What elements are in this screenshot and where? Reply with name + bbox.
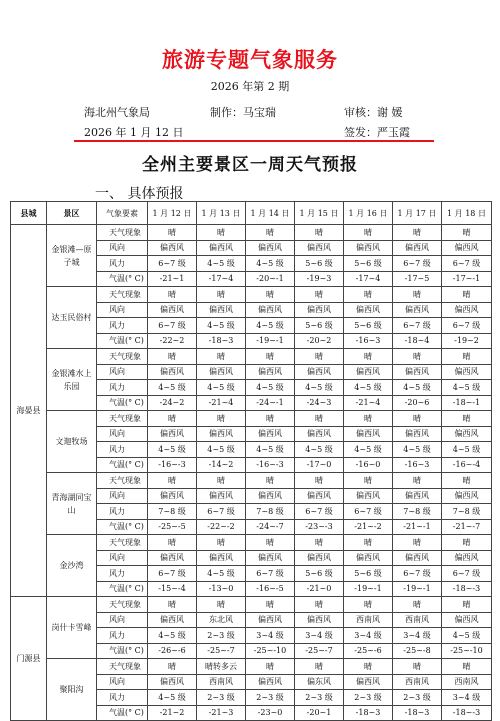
forecast-value-cell: 偏西风 bbox=[197, 240, 246, 256]
forecast-value-cell: 4~5 级 bbox=[344, 442, 393, 458]
forecast-value-cell: 4~5 级 bbox=[148, 442, 197, 458]
scenic-spot-cell: 青海湖同宝山 bbox=[47, 473, 97, 535]
forecast-value-cell: 偏西风 bbox=[344, 240, 393, 256]
forecast-value-cell: -16~-3 bbox=[246, 457, 295, 473]
section-heading: 一、 具体预报 bbox=[95, 186, 184, 202]
forecast-value-cell: 2~3 级 bbox=[295, 690, 344, 706]
editor-credit: 制作：马宝瑞 bbox=[210, 106, 276, 119]
forecast-value-cell: 偏西风 bbox=[393, 302, 442, 318]
forecast-value-cell: 3~4 级 bbox=[442, 690, 492, 706]
forecast-value-cell: 4~5 级 bbox=[442, 442, 492, 458]
forecast-value-cell: 西南风 bbox=[197, 674, 246, 690]
forecast-value-cell: 5~6 级 bbox=[344, 318, 393, 334]
issue-date: 2026 年 1 月 12 日 bbox=[84, 126, 184, 139]
forecast-value-cell: 5~6 级 bbox=[295, 256, 344, 272]
signer-credit: 签发：严玉霞 bbox=[344, 126, 410, 139]
forecast-value-cell: 晴 bbox=[295, 659, 344, 675]
forecast-value-cell: 偏西风 bbox=[442, 240, 492, 256]
element-label-cell: 天气现象 bbox=[97, 597, 148, 613]
county-cell: 门源县 bbox=[11, 597, 47, 721]
forecast-value-cell: -18~3 bbox=[393, 705, 442, 721]
forecast-value-cell: 晴 bbox=[148, 287, 197, 303]
column-header: 1 月 15 日 bbox=[295, 202, 344, 225]
table-row bbox=[11, 349, 492, 365]
forecast-value-cell: -15~-4 bbox=[148, 581, 197, 597]
forecast-value-cell: 晴 bbox=[393, 473, 442, 489]
forecast-value-cell: 晴 bbox=[295, 597, 344, 613]
forecast-value-cell: 晴 bbox=[197, 411, 246, 427]
element-label-cell: 风力 bbox=[97, 318, 148, 334]
forecast-value-cell: 晴 bbox=[344, 287, 393, 303]
forecast-value-cell: -17~-1 bbox=[442, 271, 492, 287]
forecast-value-cell: 晴 bbox=[197, 597, 246, 613]
forecast-value-cell: 4~5 级 bbox=[148, 628, 197, 644]
element-label-cell: 风力 bbox=[97, 628, 148, 644]
forecast-value-cell: 4~5 级 bbox=[197, 380, 246, 396]
forecast-value-cell: 偏西风 bbox=[148, 612, 197, 628]
forecast-value-cell: 晴 bbox=[442, 411, 492, 427]
forecast-value-cell: 4~5 级 bbox=[197, 256, 246, 272]
scenic-spot-cell: 文迦牧场 bbox=[47, 411, 97, 473]
forecast-value-cell: -19~2 bbox=[442, 333, 492, 349]
forecast-value-cell: 晴 bbox=[442, 473, 492, 489]
element-label-cell: 风力 bbox=[97, 566, 148, 582]
forecast-value-cell: 5~6 级 bbox=[344, 566, 393, 582]
scenic-spot-cell: 达玉民俗村 bbox=[47, 287, 97, 349]
element-label-cell: 气温(° C) bbox=[97, 271, 148, 287]
forecast-value-cell: 偏东风 bbox=[295, 674, 344, 690]
forecast-value-cell: 3~4 级 bbox=[344, 628, 393, 644]
forecast-value-cell: -25~-6 bbox=[344, 643, 393, 659]
forecast-value-cell: 偏西风 bbox=[442, 612, 492, 628]
forecast-value-cell: 偏西风 bbox=[246, 674, 295, 690]
forecast-value-cell: 6~7 级 bbox=[197, 504, 246, 520]
forecast-value-cell: -19~-1 bbox=[344, 581, 393, 597]
forecast-value-cell: -24~3 bbox=[295, 395, 344, 411]
scenic-spot-cell: 金银滩水上乐园 bbox=[47, 349, 97, 411]
forecast-value-cell: 晴转多云 bbox=[197, 659, 246, 675]
forecast-value-cell: -24~-7 bbox=[246, 519, 295, 535]
forecast-value-cell: 4~5 级 bbox=[344, 380, 393, 396]
forecast-value-cell: 偏西风 bbox=[148, 550, 197, 566]
forecast-value-cell: 4~5 级 bbox=[393, 380, 442, 396]
forecast-value-cell: 5~6 级 bbox=[344, 256, 393, 272]
element-label-cell: 气温(° C) bbox=[97, 519, 148, 535]
table-row bbox=[11, 535, 492, 551]
forecast-value-cell: -21~1 bbox=[148, 271, 197, 287]
element-label-cell: 气温(° C) bbox=[97, 333, 148, 349]
forecast-value-cell: 2~3 级 bbox=[246, 690, 295, 706]
forecast-value-cell: 晴 bbox=[344, 225, 393, 241]
forecast-value-cell: 西南风 bbox=[344, 612, 393, 628]
forecast-value-cell: 6~7 级 bbox=[148, 256, 197, 272]
forecast-value-cell: -25~-7 bbox=[295, 643, 344, 659]
forecast-value-cell: 晴 bbox=[344, 473, 393, 489]
forecast-value-cell: -21~-2 bbox=[344, 519, 393, 535]
forecast-value-cell: 4~5 级 bbox=[246, 318, 295, 334]
forecast-value-cell: 晴 bbox=[246, 349, 295, 365]
forecast-value-cell: 偏西风 bbox=[295, 550, 344, 566]
forecast-value-cell: -18~-1 bbox=[442, 395, 492, 411]
forecast-value-cell: 偏西风 bbox=[295, 612, 344, 628]
forecast-value-cell: 偏西风 bbox=[246, 488, 295, 504]
forecast-value-cell: -23~0 bbox=[246, 705, 295, 721]
forecast-value-cell: 2~3 级 bbox=[344, 690, 393, 706]
scenic-spot-cell: 金沙湾 bbox=[47, 535, 97, 597]
forecast-value-cell: -13~0 bbox=[197, 581, 246, 597]
forecast-value-cell: 4~5 级 bbox=[246, 442, 295, 458]
forecast-value-cell: -18~3 bbox=[344, 705, 393, 721]
forecast-value-cell: 晴 bbox=[246, 473, 295, 489]
forecast-value-cell: 晴 bbox=[442, 597, 492, 613]
forecast-value-cell: 晴 bbox=[344, 349, 393, 365]
forecast-value-cell: -20~6 bbox=[393, 395, 442, 411]
reviewer-credit: 审核：谢 媛 bbox=[344, 106, 403, 119]
forecast-value-cell: 西南风 bbox=[393, 674, 442, 690]
forecast-value-cell: 偏西风 bbox=[246, 550, 295, 566]
forecast-value-cell: 6~7 级 bbox=[344, 504, 393, 520]
forecast-value-cell: -17~5 bbox=[393, 271, 442, 287]
forecast-value-cell: 偏西风 bbox=[148, 364, 197, 380]
forecast-value-cell: 偏西风 bbox=[148, 426, 197, 442]
forecast-value-cell: -25~-10 bbox=[246, 643, 295, 659]
forecast-value-cell: 偏西风 bbox=[344, 426, 393, 442]
element-label-cell: 风向 bbox=[97, 488, 148, 504]
main-title: 全州主要景区一周天气预报 bbox=[142, 155, 358, 175]
county-cell: 海晏县 bbox=[11, 225, 47, 597]
forecast-value-cell: 偏西风 bbox=[393, 364, 442, 380]
column-header: 1 月 14 日 bbox=[246, 202, 295, 225]
element-label-cell: 气温(° C) bbox=[97, 643, 148, 659]
forecast-value-cell: 偏西风 bbox=[344, 488, 393, 504]
element-label-cell: 气温(° C) bbox=[97, 581, 148, 597]
table-row bbox=[11, 597, 492, 613]
forecast-value-cell: -18~-3 bbox=[442, 581, 492, 597]
forecast-value-cell: 晴 bbox=[295, 535, 344, 551]
issue-number: 2026 年第 2 期 bbox=[210, 80, 290, 93]
forecast-value-cell: -21~0 bbox=[295, 581, 344, 597]
forecast-value-cell: -16~-5 bbox=[246, 581, 295, 597]
forecast-value-cell: 晴 bbox=[393, 659, 442, 675]
forecast-value-cell: -17~0 bbox=[295, 457, 344, 473]
forecast-value-cell: -16~3 bbox=[393, 457, 442, 473]
element-label-cell: 气温(° C) bbox=[97, 457, 148, 473]
forecast-value-cell: 5~6 级 bbox=[295, 566, 344, 582]
forecast-value-cell: -26~-6 bbox=[148, 643, 197, 659]
forecast-value-cell: -20~-1 bbox=[246, 271, 295, 287]
forecast-value-cell: 偏西风 bbox=[148, 488, 197, 504]
table-row bbox=[11, 473, 492, 489]
element-label-cell: 天气现象 bbox=[97, 473, 148, 489]
forecast-value-cell: -22~-2 bbox=[197, 519, 246, 535]
forecast-value-cell: 东北风 bbox=[197, 612, 246, 628]
forecast-value-cell: 晴 bbox=[442, 535, 492, 551]
forecast-value-cell: 晴 bbox=[295, 287, 344, 303]
forecast-value-cell: 4~5 级 bbox=[393, 442, 442, 458]
forecast-value-cell: 偏西风 bbox=[295, 426, 344, 442]
forecast-value-cell: 偏西风 bbox=[246, 426, 295, 442]
forecast-value-cell: 6~7 级 bbox=[393, 318, 442, 334]
forecast-value-cell: -23~-3 bbox=[295, 519, 344, 535]
element-label-cell: 天气现象 bbox=[97, 287, 148, 303]
forecast-value-cell: -21~2 bbox=[148, 705, 197, 721]
forecast-value-cell: 偏西风 bbox=[393, 426, 442, 442]
forecast-value-cell: 偏西风 bbox=[442, 364, 492, 380]
forecast-value-cell: 偏西风 bbox=[344, 550, 393, 566]
forecast-value-cell: 偏西风 bbox=[197, 488, 246, 504]
forecast-value-cell: -21~3 bbox=[197, 705, 246, 721]
element-label-cell: 风向 bbox=[97, 674, 148, 690]
column-header: 气象要素 bbox=[97, 202, 148, 225]
forecast-value-cell: 晴 bbox=[148, 411, 197, 427]
forecast-value-cell: -16~-4 bbox=[442, 457, 492, 473]
column-header: 1 月 13 日 bbox=[197, 202, 246, 225]
forecast-value-cell: 偏西风 bbox=[197, 302, 246, 318]
forecast-value-cell: 晴 bbox=[295, 411, 344, 427]
forecast-value-cell: 晴 bbox=[295, 349, 344, 365]
forecast-value-cell: -21~-7 bbox=[442, 519, 492, 535]
column-header: 1 月 16 日 bbox=[344, 202, 393, 225]
element-label-cell: 天气现象 bbox=[97, 659, 148, 675]
forecast-value-cell: 偏西风 bbox=[148, 302, 197, 318]
header-divider bbox=[74, 140, 434, 142]
forecast-value-cell: 晴 bbox=[148, 535, 197, 551]
forecast-value-cell: 6~7 级 bbox=[148, 318, 197, 334]
forecast-value-cell: 晴 bbox=[148, 473, 197, 489]
forecast-value-cell: -21~4 bbox=[344, 395, 393, 411]
forecast-value-cell: 3~4 级 bbox=[246, 628, 295, 644]
forecast-value-cell: 晴 bbox=[197, 225, 246, 241]
element-label-cell: 风向 bbox=[97, 302, 148, 318]
forecast-value-cell: 偏西风 bbox=[246, 612, 295, 628]
forecast-value-cell: 偏西风 bbox=[442, 426, 492, 442]
forecast-value-cell: 3~4 级 bbox=[295, 628, 344, 644]
forecast-value-cell: 4~5 级 bbox=[148, 690, 197, 706]
forecast-value-cell: 6~7 级 bbox=[442, 566, 492, 582]
forecast-value-cell: 晴 bbox=[246, 597, 295, 613]
forecast-value-cell: 晴 bbox=[393, 535, 442, 551]
forecast-value-cell: 晴 bbox=[295, 225, 344, 241]
forecast-value-cell: 4~5 级 bbox=[197, 318, 246, 334]
forecast-value-cell: 偏西风 bbox=[197, 550, 246, 566]
forecast-value-cell: 晴 bbox=[246, 225, 295, 241]
forecast-value-cell: 晴 bbox=[442, 287, 492, 303]
element-label-cell: 风向 bbox=[97, 240, 148, 256]
element-label-cell: 风向 bbox=[97, 550, 148, 566]
forecast-value-cell: -19~-1 bbox=[393, 581, 442, 597]
element-label-cell: 风力 bbox=[97, 504, 148, 520]
forecast-value-cell: 4~5 级 bbox=[246, 256, 295, 272]
forecast-value-cell: 偏西风 bbox=[442, 550, 492, 566]
forecast-value-cell: 4~5 级 bbox=[295, 442, 344, 458]
forecast-value-cell: 晴 bbox=[344, 659, 393, 675]
scenic-spot-cell: 金银滩—原子城 bbox=[47, 225, 97, 287]
forecast-value-cell: -20~2 bbox=[295, 333, 344, 349]
scenic-spot-cell: 岗什卡雪峰 bbox=[47, 597, 97, 659]
forecast-value-cell: 6~7 级 bbox=[393, 256, 442, 272]
forecast-value-cell: 5~6 级 bbox=[295, 318, 344, 334]
forecast-value-cell: 偏西风 bbox=[148, 674, 197, 690]
forecast-value-cell: 4~5 级 bbox=[442, 380, 492, 396]
forecast-value-cell: 偏西风 bbox=[393, 240, 442, 256]
forecast-table-container bbox=[10, 201, 491, 721]
forecast-value-cell: 6~7 级 bbox=[295, 504, 344, 520]
column-header: 1 月 18 日 bbox=[442, 202, 492, 225]
forecast-value-cell: 偏西风 bbox=[442, 302, 492, 318]
element-label-cell: 风力 bbox=[97, 380, 148, 396]
forecast-value-cell: 7~8 级 bbox=[442, 504, 492, 520]
forecast-value-cell: -18~-3 bbox=[442, 705, 492, 721]
forecast-value-cell: 偏西风 bbox=[246, 364, 295, 380]
forecast-value-cell: -25~-5 bbox=[148, 519, 197, 535]
element-label-cell: 气温(° C) bbox=[97, 705, 148, 721]
forecast-value-cell: -16~-3 bbox=[148, 457, 197, 473]
forecast-value-cell: 晴 bbox=[197, 287, 246, 303]
forecast-value-cell: 晴 bbox=[148, 659, 197, 675]
forecast-value-cell: 2~3 级 bbox=[197, 628, 246, 644]
document-title: 旅游专题气象服务 bbox=[162, 47, 338, 72]
element-label-cell: 风向 bbox=[97, 426, 148, 442]
element-label-cell: 天气现象 bbox=[97, 225, 148, 241]
forecast-value-cell: -21~-1 bbox=[393, 519, 442, 535]
forecast-value-cell: 晴 bbox=[393, 225, 442, 241]
forecast-value-cell: 4~5 级 bbox=[197, 442, 246, 458]
forecast-value-cell: -19~3 bbox=[295, 271, 344, 287]
forecast-value-cell: 晴 bbox=[393, 597, 442, 613]
forecast-value-cell: 4~5 级 bbox=[197, 566, 246, 582]
forecast-value-cell: 2~3 级 bbox=[393, 690, 442, 706]
element-label-cell: 风力 bbox=[97, 442, 148, 458]
forecast-value-cell: 晴 bbox=[393, 349, 442, 365]
forecast-value-cell: 晴 bbox=[393, 287, 442, 303]
forecast-value-cell: 晴 bbox=[148, 349, 197, 365]
forecast-value-cell: -24~-1 bbox=[246, 395, 295, 411]
table-row bbox=[11, 287, 492, 303]
forecast-value-cell: 偏西风 bbox=[246, 240, 295, 256]
forecast-value-cell: 偏西风 bbox=[344, 364, 393, 380]
forecast-table-body bbox=[11, 202, 492, 721]
forecast-value-cell: 偏西风 bbox=[246, 302, 295, 318]
forecast-value-cell: -25~-7 bbox=[197, 643, 246, 659]
forecast-value-cell: 晴 bbox=[246, 287, 295, 303]
forecast-value-cell: 偏西风 bbox=[295, 240, 344, 256]
forecast-value-cell: 6~7 级 bbox=[393, 566, 442, 582]
forecast-value-cell: 晴 bbox=[246, 411, 295, 427]
forecast-table bbox=[10, 201, 492, 721]
table-row bbox=[11, 659, 492, 675]
forecast-value-cell: 晴 bbox=[197, 349, 246, 365]
column-header: 景区 bbox=[47, 202, 97, 225]
forecast-value-cell: 6~7 级 bbox=[246, 566, 295, 582]
forecast-value-cell: 晴 bbox=[295, 473, 344, 489]
forecast-value-cell: -14~2 bbox=[197, 457, 246, 473]
column-header: 1 月 12 日 bbox=[148, 202, 197, 225]
element-label-cell: 风力 bbox=[97, 690, 148, 706]
agency-name: 海北州气象局 bbox=[84, 106, 150, 119]
forecast-value-cell: 晴 bbox=[148, 225, 197, 241]
forecast-value-cell: 7~8 级 bbox=[148, 504, 197, 520]
forecast-value-cell: 4~5 级 bbox=[295, 380, 344, 396]
forecast-value-cell: 晴 bbox=[442, 349, 492, 365]
forecast-value-cell: 晴 bbox=[197, 535, 246, 551]
forecast-value-cell: 6~7 级 bbox=[442, 318, 492, 334]
scenic-spot-cell: 聚阳沟 bbox=[47, 659, 97, 721]
forecast-value-cell: 6~7 级 bbox=[442, 256, 492, 272]
column-header: 1 月 17 日 bbox=[393, 202, 442, 225]
forecast-value-cell: -21~4 bbox=[197, 395, 246, 411]
forecast-value-cell: 晴 bbox=[197, 473, 246, 489]
forecast-value-cell: 晴 bbox=[148, 597, 197, 613]
element-label-cell: 风向 bbox=[97, 364, 148, 380]
forecast-value-cell: 7~8 级 bbox=[246, 504, 295, 520]
forecast-value-cell: 4~5 级 bbox=[442, 628, 492, 644]
element-label-cell: 风力 bbox=[97, 256, 148, 272]
forecast-value-cell: 偏西风 bbox=[295, 364, 344, 380]
forecast-value-cell: -22~2 bbox=[148, 333, 197, 349]
forecast-value-cell: 偏西风 bbox=[393, 488, 442, 504]
forecast-value-cell: -20~1 bbox=[295, 705, 344, 721]
forecast-value-cell: 偏西风 bbox=[344, 674, 393, 690]
forecast-value-cell: 晴 bbox=[442, 659, 492, 675]
table-row bbox=[11, 411, 492, 427]
forecast-value-cell: 晴 bbox=[344, 597, 393, 613]
forecast-value-cell: 西南风 bbox=[442, 674, 492, 690]
forecast-value-cell: -17~4 bbox=[197, 271, 246, 287]
forecast-value-cell: 偏西风 bbox=[197, 426, 246, 442]
table-row bbox=[11, 225, 492, 241]
forecast-value-cell: -25~-8 bbox=[393, 643, 442, 659]
forecast-value-cell: 6~7 级 bbox=[148, 566, 197, 582]
forecast-value-cell: 3~4 级 bbox=[393, 628, 442, 644]
forecast-value-cell: -19~-1 bbox=[246, 333, 295, 349]
element-label-cell: 天气现象 bbox=[97, 411, 148, 427]
forecast-value-cell: -25~-10 bbox=[442, 643, 492, 659]
forecast-value-cell: 4~5 级 bbox=[246, 380, 295, 396]
forecast-value-cell: -18~4 bbox=[393, 333, 442, 349]
forecast-value-cell: 偏西风 bbox=[295, 302, 344, 318]
forecast-value-cell: 西南风 bbox=[393, 612, 442, 628]
forecast-value-cell: 晴 bbox=[246, 659, 295, 675]
forecast-value-cell: 晴 bbox=[344, 411, 393, 427]
forecast-value-cell: -17~4 bbox=[344, 271, 393, 287]
forecast-value-cell: 晴 bbox=[442, 225, 492, 241]
forecast-value-cell: -24~2 bbox=[148, 395, 197, 411]
forecast-value-cell: 偏西风 bbox=[148, 240, 197, 256]
forecast-value-cell: 4~5 级 bbox=[148, 380, 197, 396]
element-label-cell: 风向 bbox=[97, 612, 148, 628]
forecast-value-cell: 偏西风 bbox=[197, 364, 246, 380]
forecast-value-cell: 晴 bbox=[393, 411, 442, 427]
element-label-cell: 天气现象 bbox=[97, 535, 148, 551]
forecast-value-cell: -18~3 bbox=[197, 333, 246, 349]
forecast-value-cell: 7~8 级 bbox=[393, 504, 442, 520]
forecast-value-cell: 晴 bbox=[344, 535, 393, 551]
element-label-cell: 气温(° C) bbox=[97, 395, 148, 411]
element-label-cell: 天气现象 bbox=[97, 349, 148, 365]
column-header: 县城 bbox=[11, 202, 47, 225]
forecast-value-cell: -16~0 bbox=[344, 457, 393, 473]
forecast-value-cell: 偏西风 bbox=[393, 550, 442, 566]
table-header-row bbox=[11, 202, 492, 225]
forecast-value-cell: 2~3 级 bbox=[197, 690, 246, 706]
forecast-value-cell: 偏西风 bbox=[295, 488, 344, 504]
forecast-value-cell: 晴 bbox=[246, 535, 295, 551]
forecast-value-cell: 偏西风 bbox=[344, 302, 393, 318]
forecast-value-cell: 偏西风 bbox=[442, 488, 492, 504]
forecast-value-cell: -16~3 bbox=[344, 333, 393, 349]
